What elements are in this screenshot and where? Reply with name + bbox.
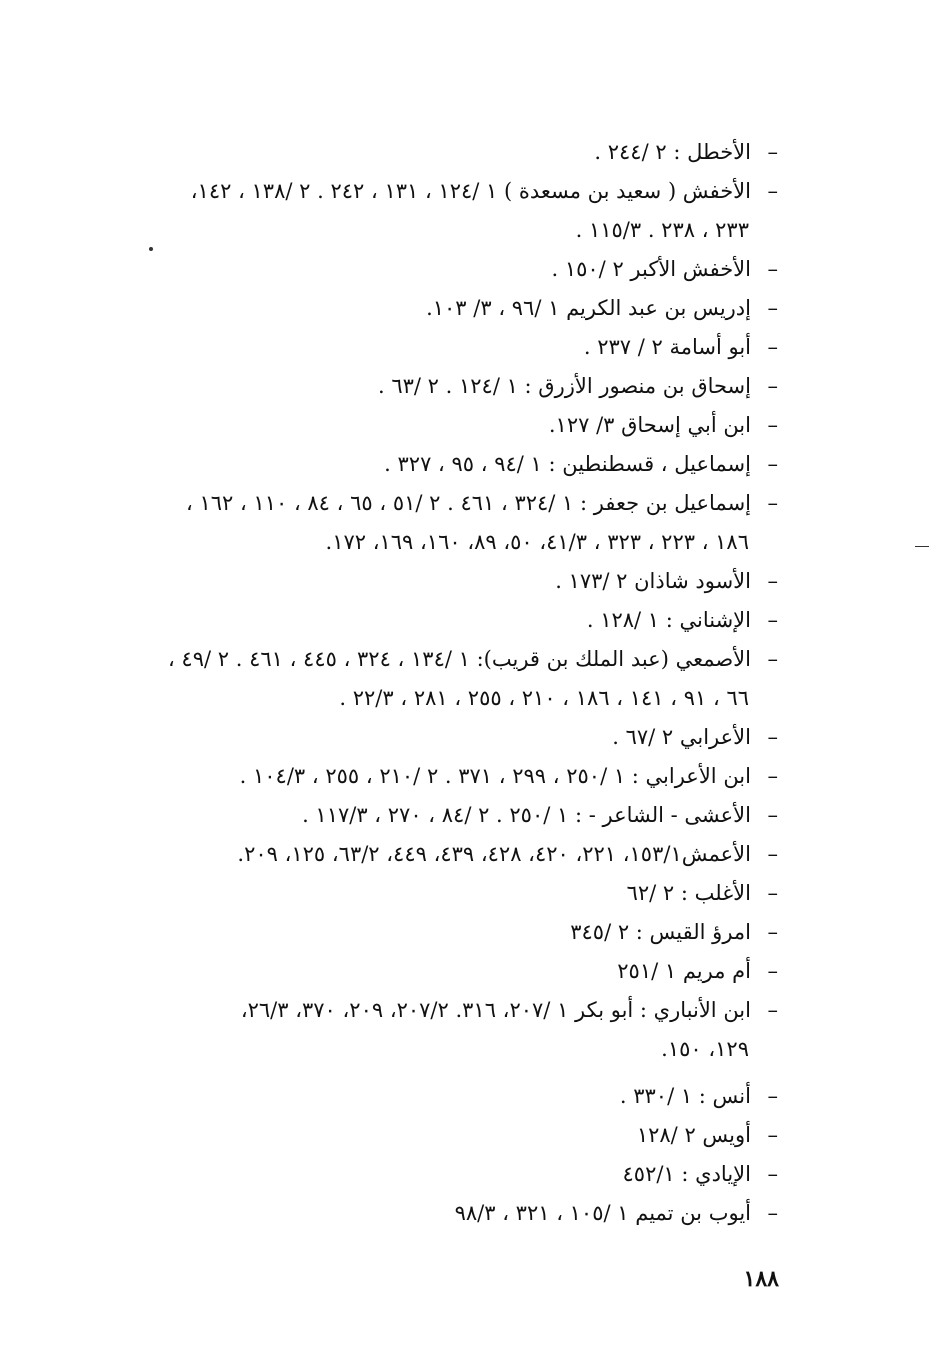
dash-bullet: – (767, 608, 778, 632)
index-entry (0, 1155, 931, 1194)
entry-continuation-line (0, 1030, 931, 1069)
entry-line (0, 913, 931, 952)
index-entry (0, 796, 931, 835)
dash-bullet: – (767, 725, 778, 749)
entry-line (0, 406, 931, 445)
entry-text: ١٢٩، ١٥٠. (661, 1037, 749, 1061)
entry-text: أبو أسامة ٢ / ٢٣٧ . (583, 335, 751, 359)
dash-bullet: – (767, 1084, 778, 1108)
entry-line (0, 952, 931, 991)
entry-line (0, 874, 931, 913)
entry-line (0, 133, 931, 172)
entry-line (0, 289, 931, 328)
dash-bullet: – (767, 179, 778, 203)
dash-bullet: – (767, 296, 778, 320)
index-entry (0, 484, 931, 562)
entry-text: الأخفش الأكبر ٢ /١٥٠ . (551, 257, 751, 281)
index-entry (0, 328, 931, 367)
page-number: ١٨٨ (743, 1266, 779, 1292)
index-entry (0, 640, 931, 718)
entry-line (0, 172, 931, 211)
entry-line (0, 991, 931, 1030)
index-entry (0, 562, 931, 601)
entry-line (0, 601, 931, 640)
dash-bullet: – (767, 998, 778, 1022)
entry-text: ابن أبي إسحاق ٣/ ١٢٧. (548, 413, 751, 437)
entry-line (0, 640, 931, 679)
dash-bullet: – (767, 1162, 778, 1186)
index-entry (0, 718, 931, 757)
index-entry (0, 835, 931, 874)
dash-bullet: – (767, 140, 778, 164)
index-entry (0, 289, 931, 328)
entry-text: إسماعيل ، قسطنطين : ١ /٩٤ ، ٩٥ ، ٣٢٧ . (384, 452, 751, 476)
dash-bullet: – (767, 920, 778, 944)
entry-text: ابن الأعرابي : ١ /٢٥٠ ، ٢٩٩ ، ٣٧١ . ٢ /٢١٠ ، ٢٥٥ ، ١٠٤/٣ . (239, 764, 751, 788)
ink-speck (149, 247, 153, 251)
entry-line (0, 445, 931, 484)
entry-text: ٦٦ ، ٩١ ، ١٤١ ، ١٨٦ ، ٢١٠ ، ٢٥٥ ، ٢٨١ ، ٢٢/٣ . (339, 686, 749, 710)
entry-text: أم مريم ١ /٢٥١ (617, 959, 751, 983)
entry-line (0, 328, 931, 367)
index-entry (0, 367, 931, 406)
dash-bullet: – (767, 569, 778, 593)
entry-line (0, 718, 931, 757)
entry-line (0, 250, 931, 289)
dash-bullet: – (767, 1201, 778, 1225)
entry-text: ١٨٦ ، ٢٢٣ ، ٣٢٣ ، ٤١/٣، ٥٠، ٨٩، ١٦٠، ١٦٩، ١٧٢. (325, 530, 749, 554)
entry-line (0, 1155, 931, 1194)
index-entry (0, 952, 931, 991)
spacer (0, 1069, 931, 1077)
index-entry (0, 445, 931, 484)
dash-bullet: – (767, 374, 778, 398)
entry-text: الأعمش١٥٣/١، ٢٢١، ٤٢٠، ٤٢٨، ٤٣٩، ٤٤٩، ٦٣/٢، ١٢٥، ٢٠٩. (237, 842, 751, 866)
index-entry (0, 601, 931, 640)
entry-text: الإشناني : ١ /١٢٨ . (586, 608, 751, 632)
index-entry (0, 757, 931, 796)
entry-text: إدريس بن عبد الكريم ١ /٩٦ ، ٣/ ١٠٣. (426, 296, 751, 320)
entry-text: أويس ٢ /١٢٨ (636, 1123, 751, 1147)
entry-text: ابن الأنباري : أبو بكر ١ /٢٠٧، ٣١٦. ٢٠٧/٢، ٢٠٩، ٣٧٠، ٢٦/٣، (240, 998, 751, 1022)
entry-text: الإيادي : ٤٥٢/١ (622, 1162, 751, 1186)
dash-bullet: – (767, 803, 778, 827)
entry-line (0, 367, 931, 406)
entry-line (0, 1077, 931, 1116)
dash-bullet: – (767, 647, 778, 671)
entry-text: إسحاق بن منصور الأزرق : ١ /١٢٤ . ٢ /٦٣ . (377, 374, 751, 398)
dash-bullet: – (767, 959, 778, 983)
entry-continuation-line (0, 211, 931, 250)
entry-text: إسماعيل بن جعفر : ١ /٣٢٤ ، ٤٦١ . ٢ /٥١ ، ٦٥ ، ٨٤ ، ١١٠ ، ١٦٢ ، (185, 491, 751, 515)
index-entry (0, 133, 931, 172)
entry-line (0, 484, 931, 523)
ink-speck (915, 546, 929, 547)
index-list (0, 133, 931, 1233)
dash-bullet: – (767, 335, 778, 359)
entry-line (0, 562, 931, 601)
entry-text: أنس : ١ /٣٣٠ . (619, 1084, 751, 1108)
entry-text: الأعرابي ٢ /٦٧ . (612, 725, 751, 749)
entry-text: الأخفش ( سعيد بن مسعدة ) ١ /١٢٤ ، ١٣١ ، ٢٤٢ . ٢ /١٣٨ ، ١٤٢، (190, 179, 751, 203)
entry-text: الأسود شاذان ٢ /١٧٣ . (555, 569, 751, 593)
index-entry (0, 1077, 931, 1116)
entry-continuation-line (0, 679, 931, 718)
dash-bullet: – (767, 413, 778, 437)
dash-bullet: – (767, 257, 778, 281)
dash-bullet: – (767, 1123, 778, 1147)
entry-text: الأصمعي (عبد الملك بن قريب): ١ /١٣٤ ، ٣٢٤ ، ٤٤٥ ، ٤٦١ . ٢ /٤٩ ، (167, 647, 751, 671)
entry-line (0, 1116, 931, 1155)
entry-text: الأغلب : ٢ /٦٢ (626, 881, 751, 905)
entry-text: الأخطل : ٢ /٢٤٤ . (594, 140, 751, 164)
index-entry (0, 172, 931, 250)
dash-bullet: – (767, 842, 778, 866)
dash-bullet: – (767, 764, 778, 788)
entry-text: ٢٣٣ ، ٢٣٨ . ١١٥/٣ . (575, 218, 749, 242)
entry-line (0, 835, 931, 874)
entry-text: امرؤ القيس : ٢ /٣٤٥ (570, 920, 751, 944)
entry-continuation-line (0, 523, 931, 562)
index-entry (0, 991, 931, 1069)
index-entry (0, 1116, 931, 1155)
entry-line (0, 796, 931, 835)
dash-bullet: – (767, 881, 778, 905)
dash-bullet: – (767, 491, 778, 515)
index-entry (0, 874, 931, 913)
entry-text: أيوب بن تميم ١ /١٠٥ ، ٣٢١ ، ٩٨/٣ (454, 1201, 751, 1225)
dash-bullet: – (767, 452, 778, 476)
index-entry (0, 250, 931, 289)
entry-line (0, 1194, 931, 1233)
index-entry (0, 1194, 931, 1233)
index-entry (0, 913, 931, 952)
index-entry (0, 406, 931, 445)
entry-text: الأعشى - الشاعر - : ١ /٢٥٠ . ٢ /٨٤ ، ٢٧٠ ، ١١٧/٣ . (302, 803, 751, 827)
entry-line (0, 757, 931, 796)
